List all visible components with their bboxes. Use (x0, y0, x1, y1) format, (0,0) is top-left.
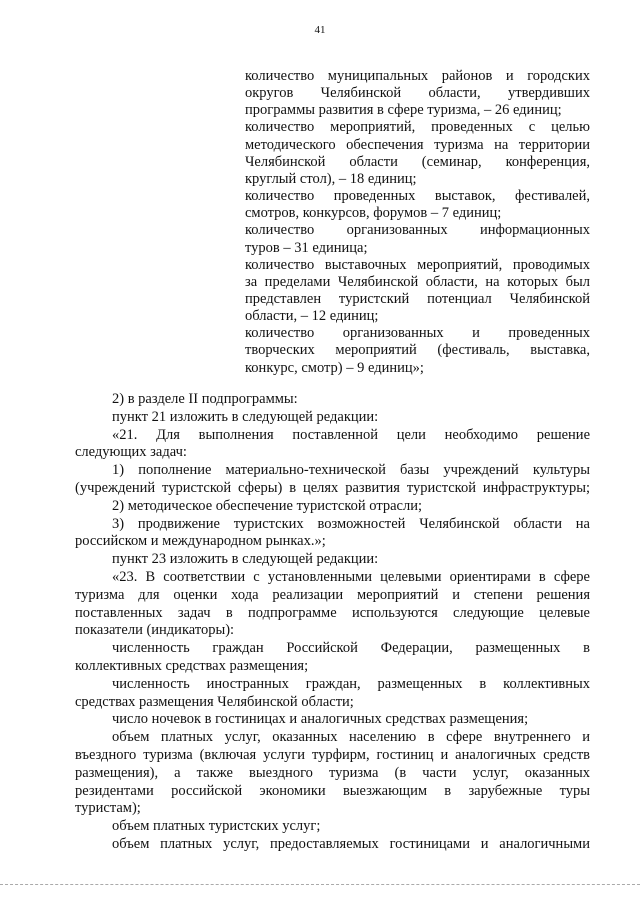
body-line: следующих задач: (75, 444, 187, 461)
body-line: 1) пополнение материально-технической базы учреждений культуры (112, 462, 590, 479)
indicator-line: количество мероприятий, проведенных с целью (245, 119, 590, 136)
indicator-line: круглый стол), – 18 единиц; (245, 170, 417, 187)
indicator-line: количество организованных информационных (245, 222, 590, 239)
body-line: резидентами российской экономики выезжающим в зарубежные туры (75, 782, 590, 799)
indicator-line: за пределами Челябинской области, на которых был (245, 273, 590, 290)
body-line: число ночевок в гостиницах и аналогичных средствах размещения; (112, 711, 529, 728)
scan-bottom-edge (0, 884, 640, 885)
body-line: поставленных задач в подпрограмме используются следующие целевые (75, 604, 590, 621)
indicator-line: конкурс, смотр) – 9 единиц»; (245, 359, 424, 376)
body-line: въездного туризма (включая услуги турфирм, гостиниц и аналогичных средств (75, 747, 590, 763)
indicator-line: методического обеспечения туризма на территории (245, 136, 590, 153)
body-line: показатели (индикаторы): (75, 622, 235, 639)
body-line: численность граждан Российской Федерации, размещенных в (112, 640, 590, 657)
page-number: 41 (314, 24, 326, 36)
body-line: коллективных средствах размещения; (75, 658, 309, 674)
indicator-line: Челябинской области (семинар, конференция, (245, 153, 590, 170)
body-line: объем платных услуг, оказанных населению в сфере внутреннего и (112, 729, 590, 746)
body-line: пункт 23 изложить в следующей редакции: (112, 551, 379, 568)
indicator-line: туров – 31 единица; (245, 239, 368, 256)
indicator-line: количество проведенных выставок, фестивалей, (245, 188, 590, 205)
body-line: численность иностранных граждан, размещенных в коллективных (112, 675, 590, 692)
indicator-line: округов Челябинской области, утвердивших (245, 85, 590, 102)
body-line: «23. В соответствии с установленными целевыми ориентирами в сфере (112, 569, 590, 585)
body-line: размещения), а также выездного туризма (в части услуг, оказанных (75, 764, 590, 781)
indicator-line: количество муниципальных районов и городских (245, 68, 590, 84)
body-line: российском и международном рынках.»; (75, 533, 326, 550)
indicator-line: количество организованных и проведенных (245, 325, 590, 342)
body-line: туризма для оценки хода реализации мероприятий и степени решения (75, 586, 590, 603)
body-line: 2) методическое обеспечение туристской отрасли; (112, 497, 423, 514)
indicator-line: смотров, конкурсов, форумов – 7 единиц; (245, 205, 502, 222)
indicator-line: области, – 12 единиц; (245, 308, 379, 325)
indicator-line: представлен туристский потенциал Челябинской (245, 290, 590, 307)
body-line: «21. Для выполнения поставленной цели необходимо решение (112, 426, 590, 443)
indicator-line: творческих мероприятий (фестиваль, выставка, (245, 342, 590, 359)
body-line: (учреждений туристской сферы) в целях развития туристской инфраструктуры; (75, 480, 590, 496)
body-line: 3) продвижение туристских возможностей Челябинской области на (112, 515, 590, 532)
body-line: объем платных туристских услуг; (112, 818, 321, 835)
body-line: туристам); (75, 800, 141, 817)
indicator-line: программы развития в сфере туризма, – 26 единиц; (245, 102, 562, 119)
body-line: 2) в разделе II подпрограммы: (112, 391, 298, 407)
body-line: пункт 21 изложить в следующей редакции: (112, 408, 379, 425)
indicator-line: количество выставочных мероприятий, проводимых (245, 256, 590, 273)
body-line: объем платных услуг, предоставляемых гостиницами и аналогичными (112, 836, 590, 852)
body-line: средствах размещения Челябинской области; (75, 693, 354, 710)
